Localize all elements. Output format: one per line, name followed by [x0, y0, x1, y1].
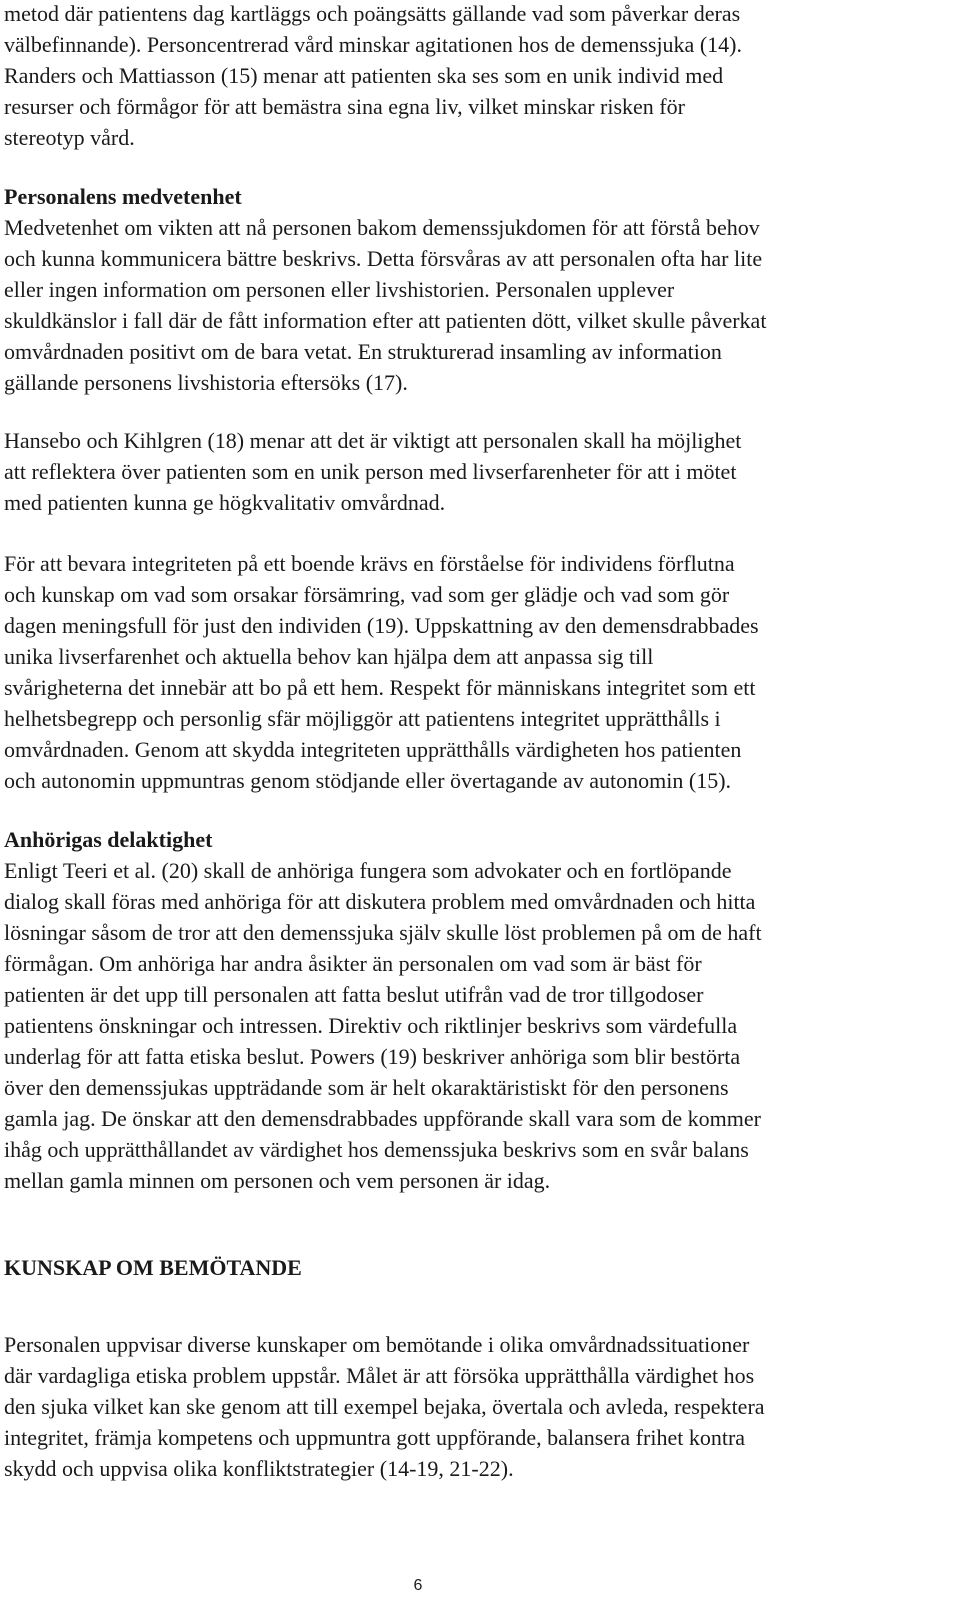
text-line: integritet, främja kompetens och uppmuntra gott uppförande, balansera frihet kontra: [4, 1425, 746, 1450]
text-line: patientens önskningar och intressen. Direktiv och riktlinjer beskrivs som värdefulla: [4, 1013, 738, 1038]
text-line: med patienten kunna ge högkvalitativ omvårdnad.: [4, 490, 446, 515]
text-line: Hansebo och Kihlgren (18) menar att det är viktigt att personalen skall ha möjlighet: [4, 428, 742, 453]
text-line: Medvetenhet om vikten att nå personen bakom demenssjukdomen för att förstå behov: [4, 215, 760, 240]
text-line: där vardagliga etiska problem uppstår. Målet är att försöka upprätthålla värdighet hos: [4, 1363, 755, 1388]
hansebo-paragraph: [4, 425, 944, 518]
text-line: ihåg och upprätthållandet av värdighet hos demenssjuka beskrivs som en svår balans: [4, 1137, 749, 1162]
text-line: helhetsbegrepp och personlig sfär möjliggör att patientens integritet upprätthålls i: [4, 706, 721, 731]
text-line: och autonomin uppmuntras genom stödjande eller övertagande av autonomin (15).: [4, 768, 732, 793]
text-line: metod där patientens dag kartläggs och poängsätts gällande vad som påverkar deras: [4, 1, 741, 26]
text-line: stereotyp vård.: [4, 125, 135, 150]
text-line: Personalen uppvisar diverse kunskaper om bemötande i olika omvårdnadssituationer: [4, 1332, 750, 1357]
anhoriga-section: [4, 824, 944, 1196]
section-heading: Anhörigas delaktighet: [4, 827, 213, 852]
medvetenhet-section: [4, 181, 944, 398]
text-line: dagen meningsfull för just den individen (19). Uppskattning av den demensdrabbades: [4, 613, 759, 638]
text-line: dialog skall föras med anhöriga för att diskutera problem med omvårdnaden och hitta: [4, 889, 756, 914]
intro-paragraph: [4, 0, 944, 153]
text-line: förmågan. Om anhöriga har andra åsikter än personalen om vad som är bäst för: [4, 951, 702, 976]
text-line: skuldkänslor i fall där de fått information efter att patienten dött, vilket skulle påverkat: [4, 308, 767, 333]
text-line: över den demenssjukas uppträdande som är helt okaraktäristiskt för den personens: [4, 1075, 729, 1100]
text-line: den sjuka vilket kan ske genom att till exempel bejaka, övertala och avleda, respektera: [4, 1394, 765, 1419]
integritet-paragraph: [4, 548, 944, 796]
text-line: gällande personens livshistoria eftersöks (17).: [4, 370, 408, 395]
text-line: eller ingen information om personen eller livshistorien. Personalen upplever: [4, 277, 675, 302]
section-heading: Personalens medvetenhet: [4, 184, 242, 209]
section-title: KUNSKAP OM BEMÖTANDE: [4, 1255, 302, 1280]
text-line: patienten är det upp till personalen att fatta beslut utifrån vad de tror tillgodoser: [4, 982, 704, 1007]
text-line: underlag för att fatta etiska beslut. Powers (19) beskriver anhöriga som blir bestörta: [4, 1044, 741, 1069]
text-line: mellan gamla minnen om personen och vem personen är idag.: [4, 1168, 551, 1193]
text-line: lösningar såsom de tror att den demenssjuka själv skulle löst problemen på om de haft: [4, 920, 762, 945]
text-line: omvårdnaden positivt om de bara vetat. En strukturerad insamling av information: [4, 339, 722, 364]
text-line: gamla jag. De önskar att den demensdrabbades uppförande skall vara som de kommer: [4, 1106, 761, 1131]
page-number: 6: [413, 1577, 423, 1594]
text-line: skydd och uppvisa olika konfliktstrategier (14-19, 21-22).: [4, 1456, 514, 1481]
kunskap-paragraph: [4, 1329, 944, 1484]
text-line: och kunskap om vad som orsakar försämring, vad som ger glädje och vad som gör: [4, 582, 730, 607]
text-line: resurser och förmågor för att bemästra sina egna liv, vilket minskar risken för: [4, 94, 685, 119]
text-line: välbefinnande). Personcentrerad vård minskar agitationen hos de demenssjuka (14).: [4, 32, 742, 57]
text-line: att reflektera över patienten som en unik person med livserfarenheter för att i mötet: [4, 459, 737, 484]
text-line: svårigheterna det innebär att bo på ett hem. Respekt för människans integritet som ett: [4, 675, 756, 700]
text-line: omvårdnaden. Genom att skydda integriteten upprätthålls värdigheten hos patienten: [4, 737, 742, 762]
text-line: unika livserfarenhet och aktuella behov kan hjälpa dem att anpassa sig till: [4, 644, 654, 669]
text-line: och kunna kommunicera bättre beskrivs. Detta försvåras av att personalen ofta har lite: [4, 246, 763, 271]
text-line: Randers och Mattiasson (15) menar att patienten ska ses som en unik individ med: [4, 63, 724, 88]
text-line: För att bevara integriteten på ett boende krävs en förståelse för individens förflutna: [4, 551, 735, 576]
text-line: Enligt Teeri et al. (20) skall de anhöriga fungera som advokater och en fortlöpande: [4, 858, 732, 883]
